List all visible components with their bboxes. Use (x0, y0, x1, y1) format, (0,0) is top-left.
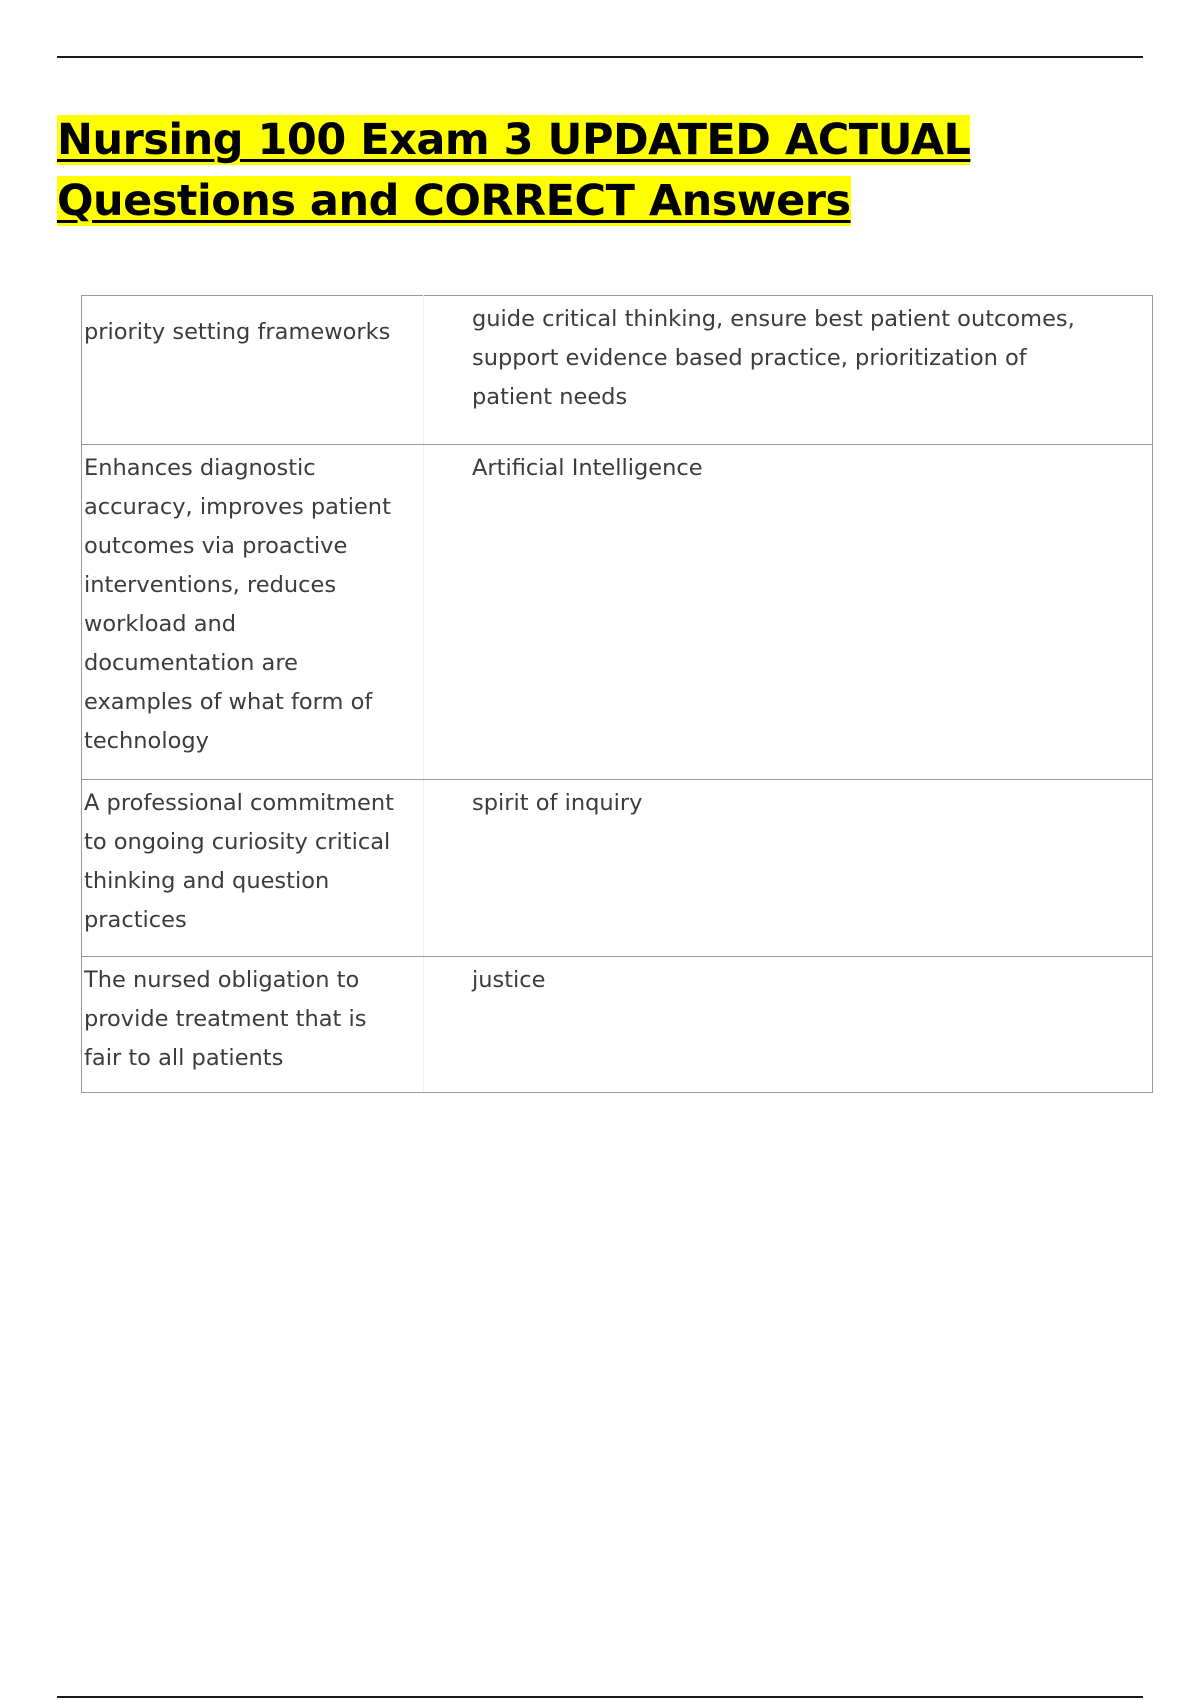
table-row (82, 780, 1153, 957)
answer-cell: guide critical thinking, ensure best patient outcomes, support evidence based practice, prioritization of patient needs (424, 296, 1153, 445)
table-row (82, 296, 1153, 445)
table-row (82, 957, 1153, 1093)
answer-cell: Artificial Intelligence (424, 445, 1153, 780)
question-cell: Enhances diagnostic accuracy, improves patient outcomes via proactive interventions, reduces workload and documentation are examples of what form of technology (82, 445, 424, 780)
footer-rule (57, 1696, 1143, 1698)
answer-cell: justice (424, 957, 1153, 1093)
table-row (82, 445, 1153, 780)
question-cell: The nursed obligation to provide treatment that is fair to all patients (82, 957, 424, 1093)
answer-cell: spirit of inquiry (424, 780, 1153, 957)
question-cell: priority setting frameworks (82, 296, 424, 445)
document-title (57, 110, 1157, 232)
header-rule (57, 56, 1143, 58)
question-cell: A professional commitment to ongoing curiosity critical thinking and question practices (82, 780, 424, 957)
document-title-text: Nursing 100 Exam 3 UPDATED ACTUAL Questions and CORRECT Answers (57, 115, 971, 226)
qa-table (81, 295, 1153, 1093)
